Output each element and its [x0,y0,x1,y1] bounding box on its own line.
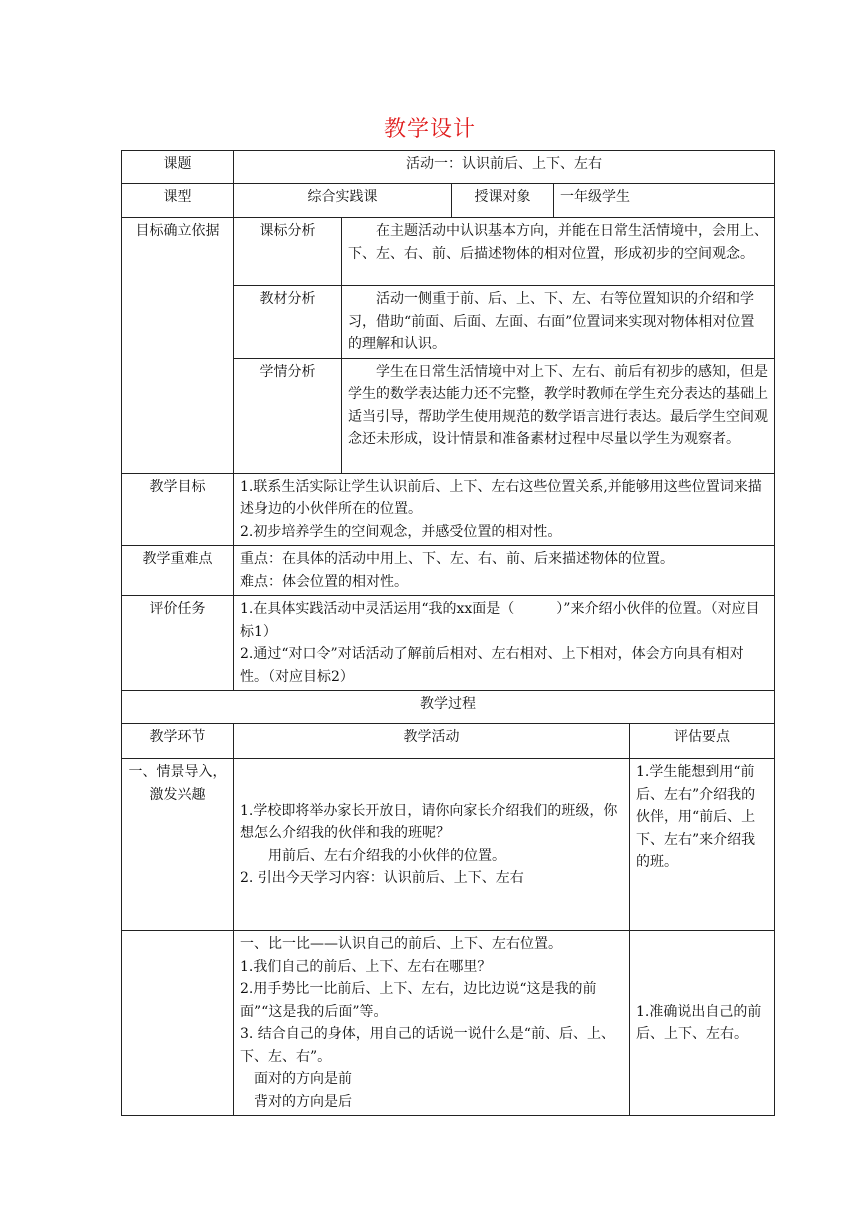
activity-line: 面对的方向是前 [254,1071,352,1087]
basis-label: 目标确立依据 [122,218,234,474]
activity-line: 3. 结合自己的身体，用自己的话说一说什么是“前、后、上、下、左、右”。 [240,1026,615,1065]
audience-value: 一年级学生 [554,184,775,218]
goal-line: 2.初步培养学生的空间观念，并感受位置的相对性。 [240,523,562,540]
lesson-table [121,150,775,1116]
col-activity-header: 教学活动 [234,724,630,759]
process-heading-row [122,691,775,724]
process-heading: 教学过程 [122,691,775,724]
activity-line: 用前后、左右介绍我的小伙伴的位置。 [268,847,506,864]
stage-eval: 1.准确说出自己的前后、上下、左右。 [630,931,775,1116]
audience-label: 授课对象 [452,184,554,218]
basis-item-text: 学生在日常生活情境中对上下、左右、前后有初步的感知，但是学生的数学表达能力还不完整，教学时教师在学生充分表达的基础上适当引导，帮助学生使用规范的数学语言进行表达。最后学生空间观念还未形成，设计情景和准备素材过程中尽量以学生为观察者。 [342,358,775,473]
activity-line: 2. 引出今天学习内容：认识前后、上下、左右 [240,870,524,886]
activity-line: 1.我们自己的前后、上下、左右在哪里？ [240,958,492,975]
goals-row [122,473,775,546]
col-eval-header: 评估要点 [630,724,775,759]
key-points-content [234,546,775,596]
activity-line: 一、比一比——认识自己的前后、上下、左右位置。 [240,936,562,952]
basis-row-curriculum [122,218,775,286]
topic-value: 活动一：认识前后、上下、左右 [234,151,775,184]
topic-row [122,151,775,184]
process-header-row [122,724,775,759]
type-row [122,184,775,218]
stage-row [122,931,775,1116]
topic-label: 课题 [122,151,234,184]
goals-content [234,473,775,546]
assessment-content [234,596,775,691]
assessment-label: 评价任务 [122,596,234,691]
basis-item-text: 在主题活动中认识基本方向，并能在日常生活情境中，会用上、下、左、右、前、后描述物体的相对位置，形成初步的空间观念。 [342,218,775,286]
basis-item-label: 学情分析 [234,358,342,473]
stage-row [122,759,775,931]
type-label: 课型 [122,184,234,218]
key-point-line: 重点：在具体的活动中用上、下、左、右、前、后来描述物体的位置。 [240,551,674,567]
key-point-line: 难点：体会位置的相对性。 [240,573,408,590]
stage-activity [234,759,630,931]
stage-eval: 1.学生能想到用“前后、左右”介绍我的伙伴，用“前后、上下、左右”来介绍我的班。 [630,759,775,931]
page-title: 教学设计 [383,117,476,142]
type-value: 综合实践课 [234,184,452,218]
stage-name [122,931,234,1116]
col-stage-header: 教学环节 [122,724,234,759]
assessment-line: 1.在具体实践活动中灵活运用“我的xx面是（ ）”来介绍小伙伴的位置。（对应目标1） [240,601,760,640]
stage-name: 一、情景导入，激发兴趣 [122,759,234,931]
assessment-row [122,596,775,691]
key-points-label: 教学重难点 [122,546,234,596]
goals-label: 教学目标 [122,473,234,546]
assessment-line: 2.通过“对口令”对话活动了解前后相对、左右相对、上下相对，体会方向具有相对性。（对应目标2） [240,646,744,685]
activity-line: 2.用手势比一比前后、上下、左右，边比边说“这是我的前面”“这是我的后面”等。 [240,981,597,1020]
basis-item-label: 教材分析 [234,286,342,359]
activity-line: 背对的方向是后 [254,1093,352,1110]
basis-item-text: 活动一侧重于前、后、上、下、左、右等位置知识的介绍和学习，借助“前面、后面、左面、右面”位置词来实现对物体相对位置的理解和认识。 [342,286,775,359]
key-points-row [122,546,775,596]
goal-line: 1.联系生活实际让学生认识前后、上下、左右这些位置关系,并能够用这些位置词来描述身边的小伙伴所在的位置。 [240,478,762,517]
activity-line: 1.学校即将举办家长开放日，请你向家长介绍我们的班级，你想怎么介绍我的伙伴和我的班呢？ [240,802,618,841]
basis-item-label: 课标分析 [234,218,342,286]
stage-activity [234,931,630,1116]
